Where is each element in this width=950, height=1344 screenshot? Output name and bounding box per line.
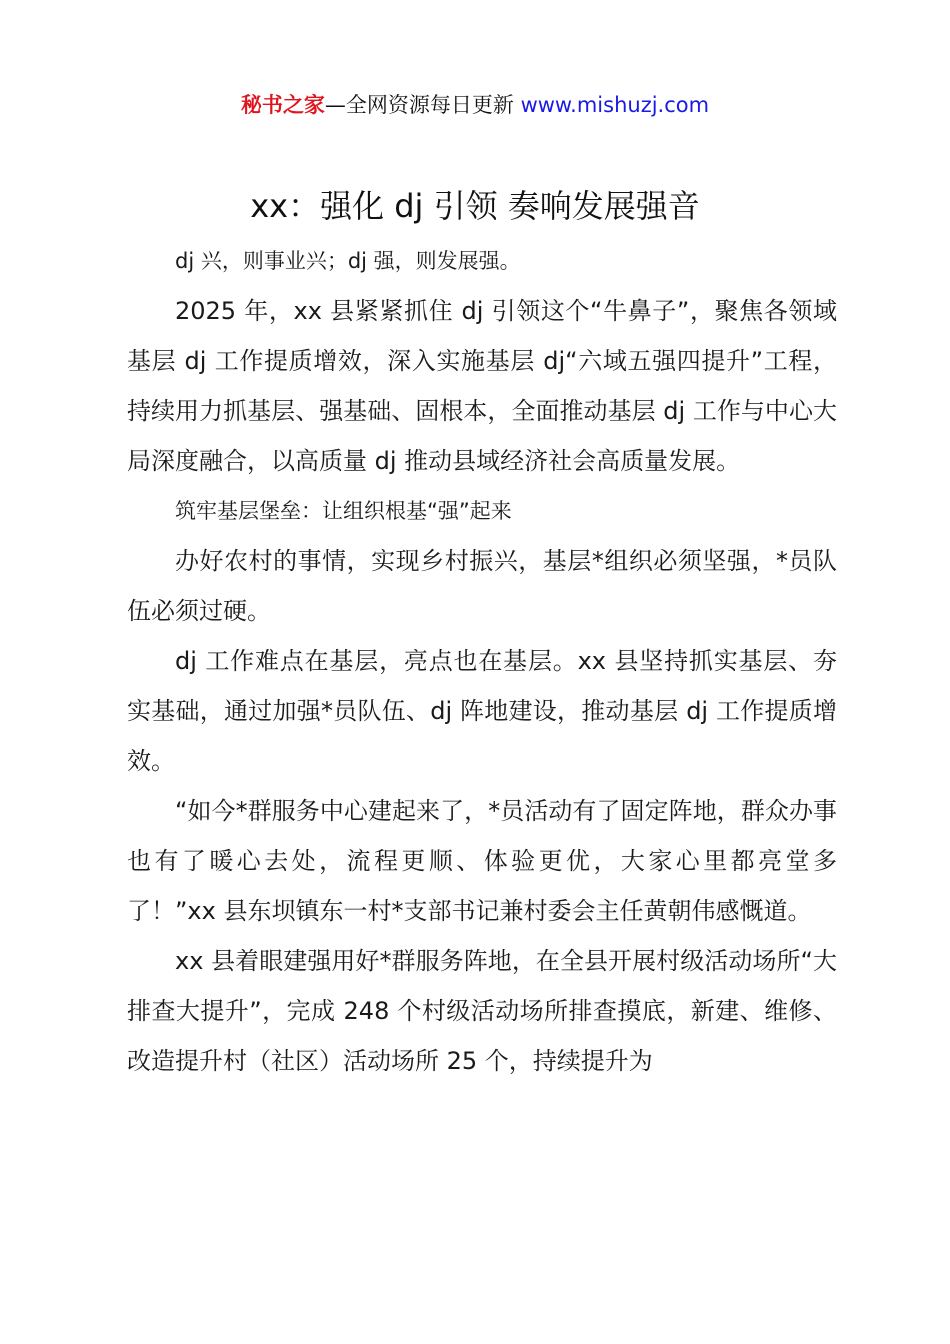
site-url-link[interactable]: www.mishuzj.com [520, 93, 710, 117]
paragraph-5: “如今*群服务中心建起来了，*员活动有了固定阵地，群众办事也有了暖心去处，流程更顺、体验更优，大家心里都亮堂多了！”xx 县东坝镇东一村*支部书记兼村委会主任黄朝伟感慨道。 [127, 797, 837, 925]
article-body [127, 236, 837, 1086]
header-tagline: —全网资源每日更新 [324, 93, 521, 117]
article-title: xx：强化 dj 引领 奏响发展强音 [250, 187, 700, 225]
section-heading: 筑牢基层堡垒：让组织根基“强”起来 [175, 499, 512, 523]
paragraph-1: dj 兴，则事业兴；dj 强，则发展强。 [175, 249, 521, 273]
paragraph-2: 2025 年，xx 县紧紧抓住 dj 引领这个“牛鼻子”，聚焦各领域基层 dj 工作提质增效，深入实施基层 dj“六域五强四提升”工程，持续用力抓基层、强基础、固根本，全面推动基层 dj 工作与中心大局深度融合，以高质量 dj 推动县域经济社会高质量发展。 [127, 297, 837, 475]
paragraph-4: dj 工作难点在基层，亮点也在基层。xx 县坚持抓实基层、夯实基础，通过加强*员队伍、dj 阵地建设，推动基层 dj 工作提质增效。 [127, 647, 837, 775]
site-header [0, 88, 950, 122]
paragraph-3: 办好农村的事情，实现乡村振兴，基层*组织必须坚强，*员队伍必须过硬。 [127, 547, 837, 625]
brand-name: 秘书之家 [240, 93, 325, 117]
paragraph-6: xx 县着眼建强用好*群服务阵地，在全县开展村级活动场所“大排查大提升”，完成 248 个村级活动场所排查摸底，新建、维修、改造提升村（社区）活动场所 25 个，持续提升为 [127, 947, 837, 1075]
